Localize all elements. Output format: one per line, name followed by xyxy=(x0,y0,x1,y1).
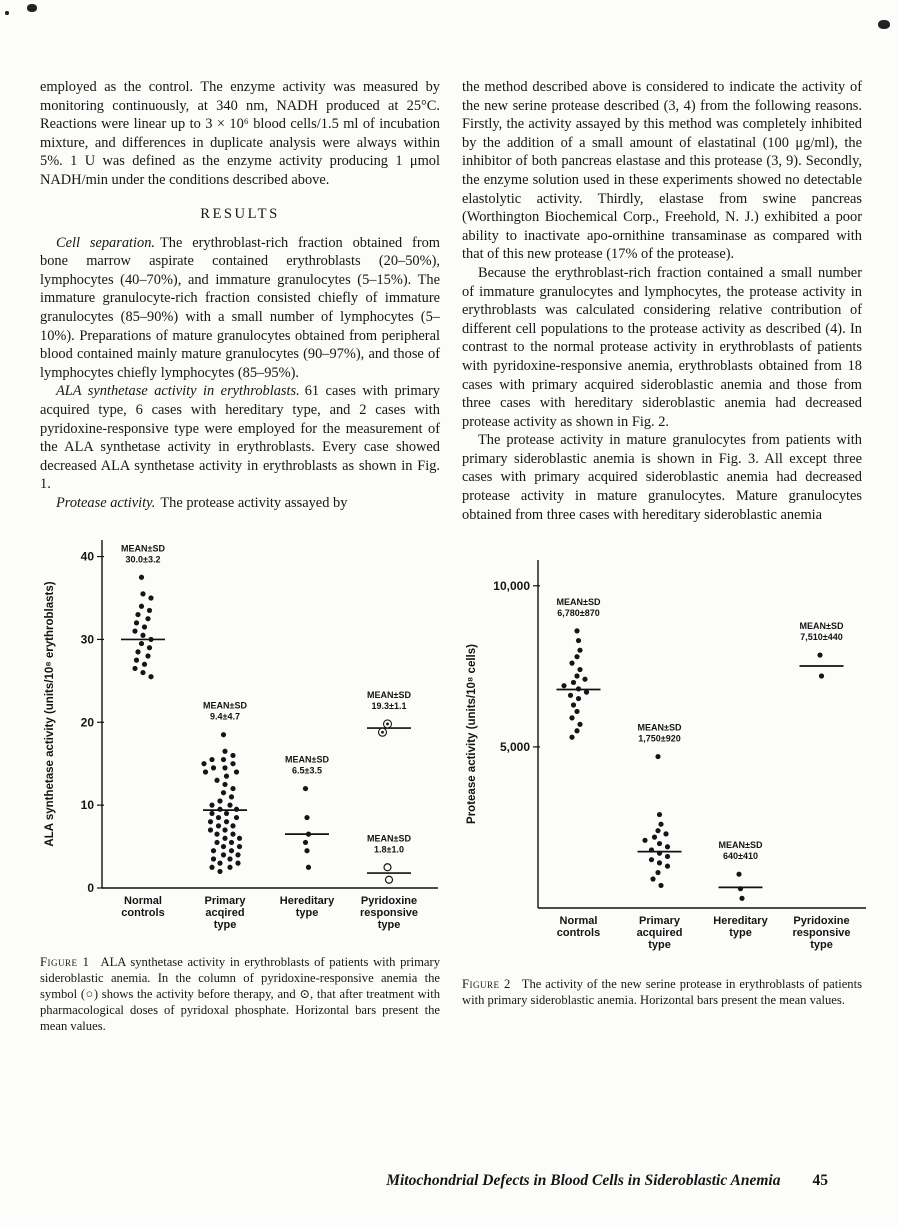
figure2-caption-text: The activity of the new serine protease in erythroblasts of patients with primary sideroblastic anemia. Horizontal bars present the mean values. xyxy=(462,977,862,1008)
paragraph-granulocyte-protease: The protease activity in mature granulocytes from patients with primary sideroblastic anemia is shown in Fig. 3. All except three cases with primary acquired sideroblastic anemia had decreased protease activity in mature granulocytes. Mature granulocytes obtained from three cases with hereditary sideroblastic anemia xyxy=(462,432,862,523)
svg-text:responsive: responsive xyxy=(359,907,419,920)
paragraph-ala-synthetase xyxy=(40,382,440,494)
svg-text:10,000: 10,000 xyxy=(493,579,530,594)
paragraph-text: The protease activity assayed by xyxy=(160,494,348,511)
svg-text:MEAN±SD: MEAN±SD xyxy=(637,722,682,733)
svg-text:acqired: acqired xyxy=(205,907,245,920)
paragraph-cell-separation xyxy=(40,234,440,383)
svg-text:Protease activity (units/10⁸ c: Protease activity (units/10⁸ cells) xyxy=(466,644,478,825)
svg-text:0: 0 xyxy=(87,881,94,896)
two-column-layout xyxy=(40,78,862,1034)
paragraph-erythroblast-protease: Because the erythroblast-rich fraction contained a small number of immature granulocytes and lymphocytes, the protease activity in erythroblasts was calculated considering relative contribution of different cell populations to the protease activity as described (4). In contrast to the normal protease activity in erythroblasts of patients with pyridoxine-responsive anemia, erythroblasts obtained from 18 cases with primary acquired sideroblastic anemia and those from three cases with hereditary sideroblastic anemia had decreased protease activity as shown in Fig. 2. xyxy=(462,264,862,430)
svg-text:19.3±1.1: 19.3±1.1 xyxy=(371,701,407,712)
svg-text:Pyridoxine: Pyridoxine xyxy=(793,915,850,928)
svg-text:Primary: Primary xyxy=(639,915,680,928)
svg-text:MEAN±SD: MEAN±SD xyxy=(121,543,165,554)
page-footer xyxy=(40,1172,828,1190)
paragraph-text: 61 cases with primary acquired type, 6 cases with hereditary type, and 2 cases with pyridoxine-responsive type were employed for the measurement of the ALA synthetase activity in erythroblasts. Every case showed decreased ALA synthetase activity in erythroblasts as shown in Fig. 1. xyxy=(40,383,440,493)
svg-text:7,510±440: 7,510±440 xyxy=(800,632,843,643)
svg-text:controls: controls xyxy=(121,907,165,920)
svg-text:responsive: responsive xyxy=(792,927,851,940)
svg-text:MEAN±SD: MEAN±SD xyxy=(203,701,247,712)
svg-text:MEAN±SD: MEAN±SD xyxy=(285,755,329,766)
svg-text:6.5±3.5: 6.5±3.5 xyxy=(292,766,322,777)
paragraph-text: The erythroblast-rich fraction obtained from bone marrow aspirate contained erythroblasts (20–50%), lymphocytes (40–70%), and immature granulocytes (5–15%). The immature granulocyte-rich fraction consisted chiefly of immature granulocytes (85–90%) with a small number of lymphocytes (5–10%). Preparations of mature granulocytes obtained from peripheral blood contained mainly mature granulocytes (90–97%), and those of lymphocytes chiefly lymphocytes (85–95%). xyxy=(40,234,441,381)
paragraph-lead: ALA synthetase activity in erythroblasts. xyxy=(56,383,300,400)
svg-text:6,780±870: 6,780±870 xyxy=(557,608,600,619)
svg-text:type: type xyxy=(729,927,752,940)
svg-text:1,750±920: 1,750±920 xyxy=(638,733,681,744)
svg-text:5,000: 5,000 xyxy=(499,740,530,755)
svg-text:type: type xyxy=(377,919,401,932)
svg-text:10: 10 xyxy=(80,798,94,813)
svg-text:30.0±3.2: 30.0±3.2 xyxy=(125,554,161,565)
svg-text:type: type xyxy=(810,939,833,952)
scan-artifact xyxy=(5,11,9,15)
svg-text:MEAN±SD: MEAN±SD xyxy=(799,621,844,632)
svg-text:type: type xyxy=(648,939,671,952)
figure1-caption xyxy=(40,955,440,1034)
svg-text:type: type xyxy=(295,907,319,920)
scan-artifact xyxy=(27,4,37,12)
figure1-scatter-chart xyxy=(40,524,440,944)
results-heading: RESULTS xyxy=(200,205,280,222)
figure-2 xyxy=(462,546,862,1009)
figure1-caption-text: ALA synthetase activity in erythroblasts of patients with primary sideroblastic anemia. In the column of pyridoxine-responsive anemia the symbol (○) shows the activity before therapy, and ⊙, that after treatment with pharmacological doses of pyridoxal phosphate. Horizontal bars present the mean values. xyxy=(40,955,440,1033)
right-column xyxy=(462,78,862,1034)
svg-text:Normal: Normal xyxy=(559,915,598,928)
svg-text:Hereditary: Hereditary xyxy=(713,915,768,928)
figure1-label: Figure 1 xyxy=(40,955,90,970)
svg-text:MEAN±SD: MEAN±SD xyxy=(556,597,601,608)
svg-text:Normal: Normal xyxy=(124,895,162,908)
svg-text:controls: controls xyxy=(556,927,601,940)
svg-text:MEAN±SD: MEAN±SD xyxy=(367,690,411,701)
running-title: Mitochondrial Defects in Blood Cells in Sideroblastic Anemia xyxy=(386,1172,781,1189)
svg-text:640±410: 640±410 xyxy=(723,851,758,862)
svg-text:Pyridoxine: Pyridoxine xyxy=(360,895,418,908)
svg-text:Primary: Primary xyxy=(204,895,246,908)
paragraph-methods-continuation: employed as the control. The enzyme activity was measured by monitoring continuously, at 340 nm, NADH produced at 25°C. Reactions were linear up to 3 × 10⁶ blood cells/1.5 ml of incubation mixture, and differences in duplicate analysis were always within 5%. 1 U was defined as the enzyme activity producing 1 μmol NADH/min under the conditions described above. xyxy=(40,79,440,188)
svg-text:30: 30 xyxy=(80,632,94,647)
paragraph-serine-protease: the method described above is considered to indicate the activity of the new serine protease described (3, 4) from the following reasons. Firstly, the activity assayed by this method was completely inhibited by the addition of a small amount of elastatinal (100 μg/ml), the inhibitor of both pancreas elastase and this protease (3, 9). Secondly, the enzyme solution used in these experiments showed no detectable elastolytic activity. Thirdly, elastase from swine pancreas (Worthington Biochemical Corp., Freehold, N. J.) exhibited a poor ability to inactivate apo-ornithine transaminase as compared with that of this new protease (17% of the protease). xyxy=(462,79,862,263)
left-column xyxy=(40,78,440,1034)
svg-text:MEAN±SD: MEAN±SD xyxy=(718,840,763,851)
figure-1 xyxy=(40,524,440,1034)
svg-text:9.4±4.7: 9.4±4.7 xyxy=(210,712,240,723)
svg-text:1.8±1.0: 1.8±1.0 xyxy=(374,844,404,855)
svg-text:ALA synthetase activity (units: ALA synthetase activity (units/10⁸ erythroblasts) xyxy=(44,581,56,848)
figure2-label: Figure 2 xyxy=(462,977,511,992)
figure2-scatter-chart xyxy=(462,546,868,966)
svg-text:20: 20 xyxy=(80,715,94,730)
svg-text:40: 40 xyxy=(80,550,94,565)
svg-text:MEAN±SD: MEAN±SD xyxy=(367,833,411,844)
scan-artifact xyxy=(878,20,890,29)
svg-text:Hereditary: Hereditary xyxy=(279,895,335,908)
paragraph-lead: Protease activity. xyxy=(56,494,156,511)
page-number: 45 xyxy=(812,1172,828,1189)
svg-text:type: type xyxy=(213,919,237,932)
figure2-caption xyxy=(462,977,862,1009)
paragraph-lead: Cell separation. xyxy=(56,234,156,251)
svg-text:acquired: acquired xyxy=(636,927,683,940)
paragraph-protease-activity xyxy=(40,494,440,513)
